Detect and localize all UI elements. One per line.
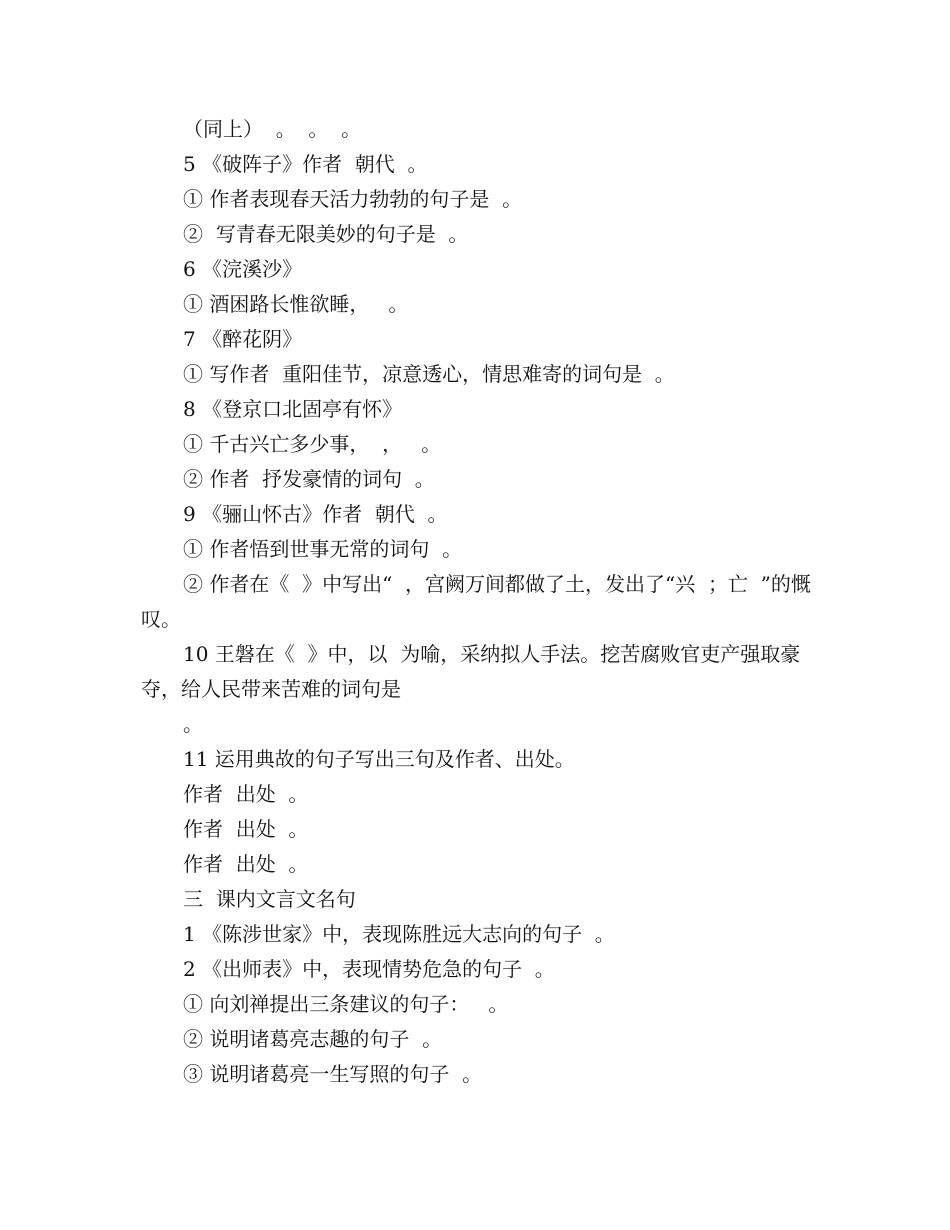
question-9-title: 9 《骊山怀古》作者 朝代 。 bbox=[183, 502, 448, 526]
document-body bbox=[141, 112, 821, 1092]
question-8-item-2: ② 作者 抒发豪情的词句 。 bbox=[183, 467, 435, 491]
question-10: 10 王磐在《 》中，以 为喻，采纳拟人手法。挖苦腐败官吏产强取豪夺，给人民带来苦难的词句是 bbox=[141, 642, 801, 701]
question-9-item-2: ② 作者在《 》中写出“ ，宫阙万间都做了土，发出了“兴 ；亡 ”的慨叹。 bbox=[141, 572, 811, 631]
text-line: （同上） 。 。 。 bbox=[183, 117, 362, 141]
question-5-item-1: ① 作者表现春天活力勃勃的句子是 。 bbox=[183, 187, 523, 211]
question-11-title: 11 运用典故的句子写出三句及作者、出处。 bbox=[183, 747, 575, 771]
question-11-item-1: 作者 出处 。 bbox=[183, 782, 309, 806]
question-6-title: 6 《浣溪沙》 bbox=[183, 257, 303, 281]
question-5-title: 5 《破阵子》作者 朝代 。 bbox=[183, 152, 428, 176]
section-3-item-2: 2 《出师表》中，表现情势危急的句子 。 bbox=[183, 957, 555, 981]
question-10-end: 。 bbox=[183, 712, 203, 736]
question-8-item-1: ① 千古兴亡多少事， ， 。 bbox=[183, 432, 442, 456]
section-3-heading: 三 课内文言文名句 bbox=[183, 887, 356, 911]
section-3-item-1: 1 《陈涉世家》中，表现陈胜远大志向的句子 。 bbox=[183, 922, 615, 946]
section-3-item-2-sub-1: ① 向刘禅提出三条建议的句子： 。 bbox=[183, 992, 509, 1016]
question-11-item-3: 作者 出处 。 bbox=[183, 852, 309, 876]
question-7-item-1: ① 写作者 重阳佳节，凉意透心，情思难寄的词句是 。 bbox=[183, 362, 675, 386]
question-6-item-1: ① 酒困路长惟欲睡， 。 bbox=[183, 292, 409, 316]
question-11-item-2: 作者 出处 。 bbox=[183, 817, 309, 841]
question-8-title: 8 《登京口北固亭有怀》 bbox=[183, 397, 403, 421]
section-3-item-2-sub-3: ③ 说明诸葛亮一生写照的句子 。 bbox=[183, 1062, 483, 1086]
question-9-item-1: ① 作者悟到世事无常的词句 。 bbox=[183, 537, 463, 561]
section-3-item-2-sub-2: ② 说明诸葛亮志趣的句子 。 bbox=[183, 1027, 443, 1051]
question-5-item-2: ② 写青春无限美妙的句子是 。 bbox=[183, 222, 469, 246]
question-7-title: 7 《醉花阴》 bbox=[183, 327, 303, 351]
